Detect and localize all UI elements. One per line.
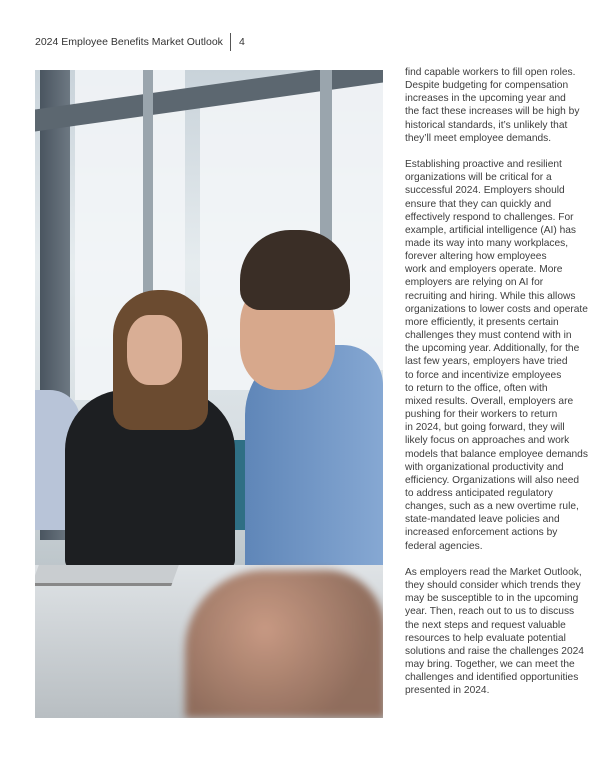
text-line: increases in the upcoming year and (405, 93, 566, 105)
text-line: recruiting and hiring. While this allows (405, 290, 576, 302)
text-line: pushing for their workers to return (405, 409, 558, 421)
text-line: As employers read the Market Outlook, (405, 566, 582, 578)
text-line: to force and incentivize employees (405, 369, 562, 381)
text-line: solutions and raise the challenges 2024 (405, 645, 584, 657)
header-divider (230, 33, 231, 51)
text-line: more efficiently, it presents certain (405, 316, 559, 328)
text-line: state-mandated leave policies and (405, 514, 560, 526)
text-line: changes, such as a new overtime rule, (405, 501, 579, 513)
text-line: may bring. Together, we can meet the (405, 659, 575, 670)
body-paragraph (405, 158, 590, 553)
text-line: mixed results. Overall, employers are (405, 395, 574, 407)
text-line: may be susceptible to in the upcoming (405, 593, 579, 605)
text-line: to return to the office, often with (405, 382, 548, 394)
text-line: successful 2024. Employers should (405, 185, 565, 197)
text-line: employers are relying on AI for (405, 277, 544, 289)
text-line: the next steps and request valuable (405, 619, 566, 631)
text-line: forever altering how employees (405, 251, 547, 263)
page-number: 4 (238, 35, 245, 48)
text-line: presented in 2024. (405, 685, 490, 697)
text-line: ensure that they can quickly and (405, 198, 552, 210)
text-line: resources to help evaluate potential (405, 632, 566, 644)
text-line: with organizational productivity and (405, 461, 564, 473)
text-line: they should consider which trends they (405, 580, 581, 592)
text-line: last few years, employers have tried (405, 356, 568, 368)
text-line: find capable workers to fill open roles. (405, 67, 576, 78)
body-paragraph (405, 66, 590, 145)
text-line: they’ll meet employee demands. (405, 132, 552, 144)
text-line: work and employers operate. More (405, 264, 563, 276)
text-line: challenges and identified opportunities (405, 672, 579, 684)
text-line: example, artificial intelligence (AI) has (405, 224, 576, 236)
text-line: made its way into many workplaces, (405, 238, 569, 250)
text-line: efficiency. Organizations will also need (405, 474, 580, 486)
text-line: Establishing proactive and resilient (405, 159, 562, 171)
text-line: likely focus on approaches and work (405, 435, 570, 447)
text-line: Despite budgeting for compensation (405, 80, 569, 92)
text-line: organizations will be critical for a (405, 172, 552, 184)
text-line: historical standards, it’s unlikely that (405, 119, 568, 131)
text-line: increased enforcement actions by (405, 527, 558, 539)
body-paragraph (405, 566, 590, 698)
body-text (405, 66, 590, 711)
text-line: the fact these increases will be high by (405, 106, 580, 118)
text-line: to address anticipated regulatory (405, 487, 553, 499)
text-line: organizations to lower costs and operate (405, 303, 588, 315)
text-line: federal agencies. (405, 540, 483, 552)
text-line: effectively respond to challenges. For (405, 211, 574, 223)
text-line: the upcoming year. Additionally, for the (405, 343, 580, 355)
text-line: models that balance employee demands (405, 448, 588, 460)
page-header (35, 33, 245, 50)
text-line: challenges they must contend with in (405, 330, 572, 342)
document-title: 2024 Employee Benefits Market Outlook (35, 35, 223, 48)
text-line: in 2024, but going forward, they will (405, 422, 565, 434)
text-line: year. Then, reach out to us to discuss (405, 606, 575, 618)
office-meeting-photo (35, 70, 383, 718)
